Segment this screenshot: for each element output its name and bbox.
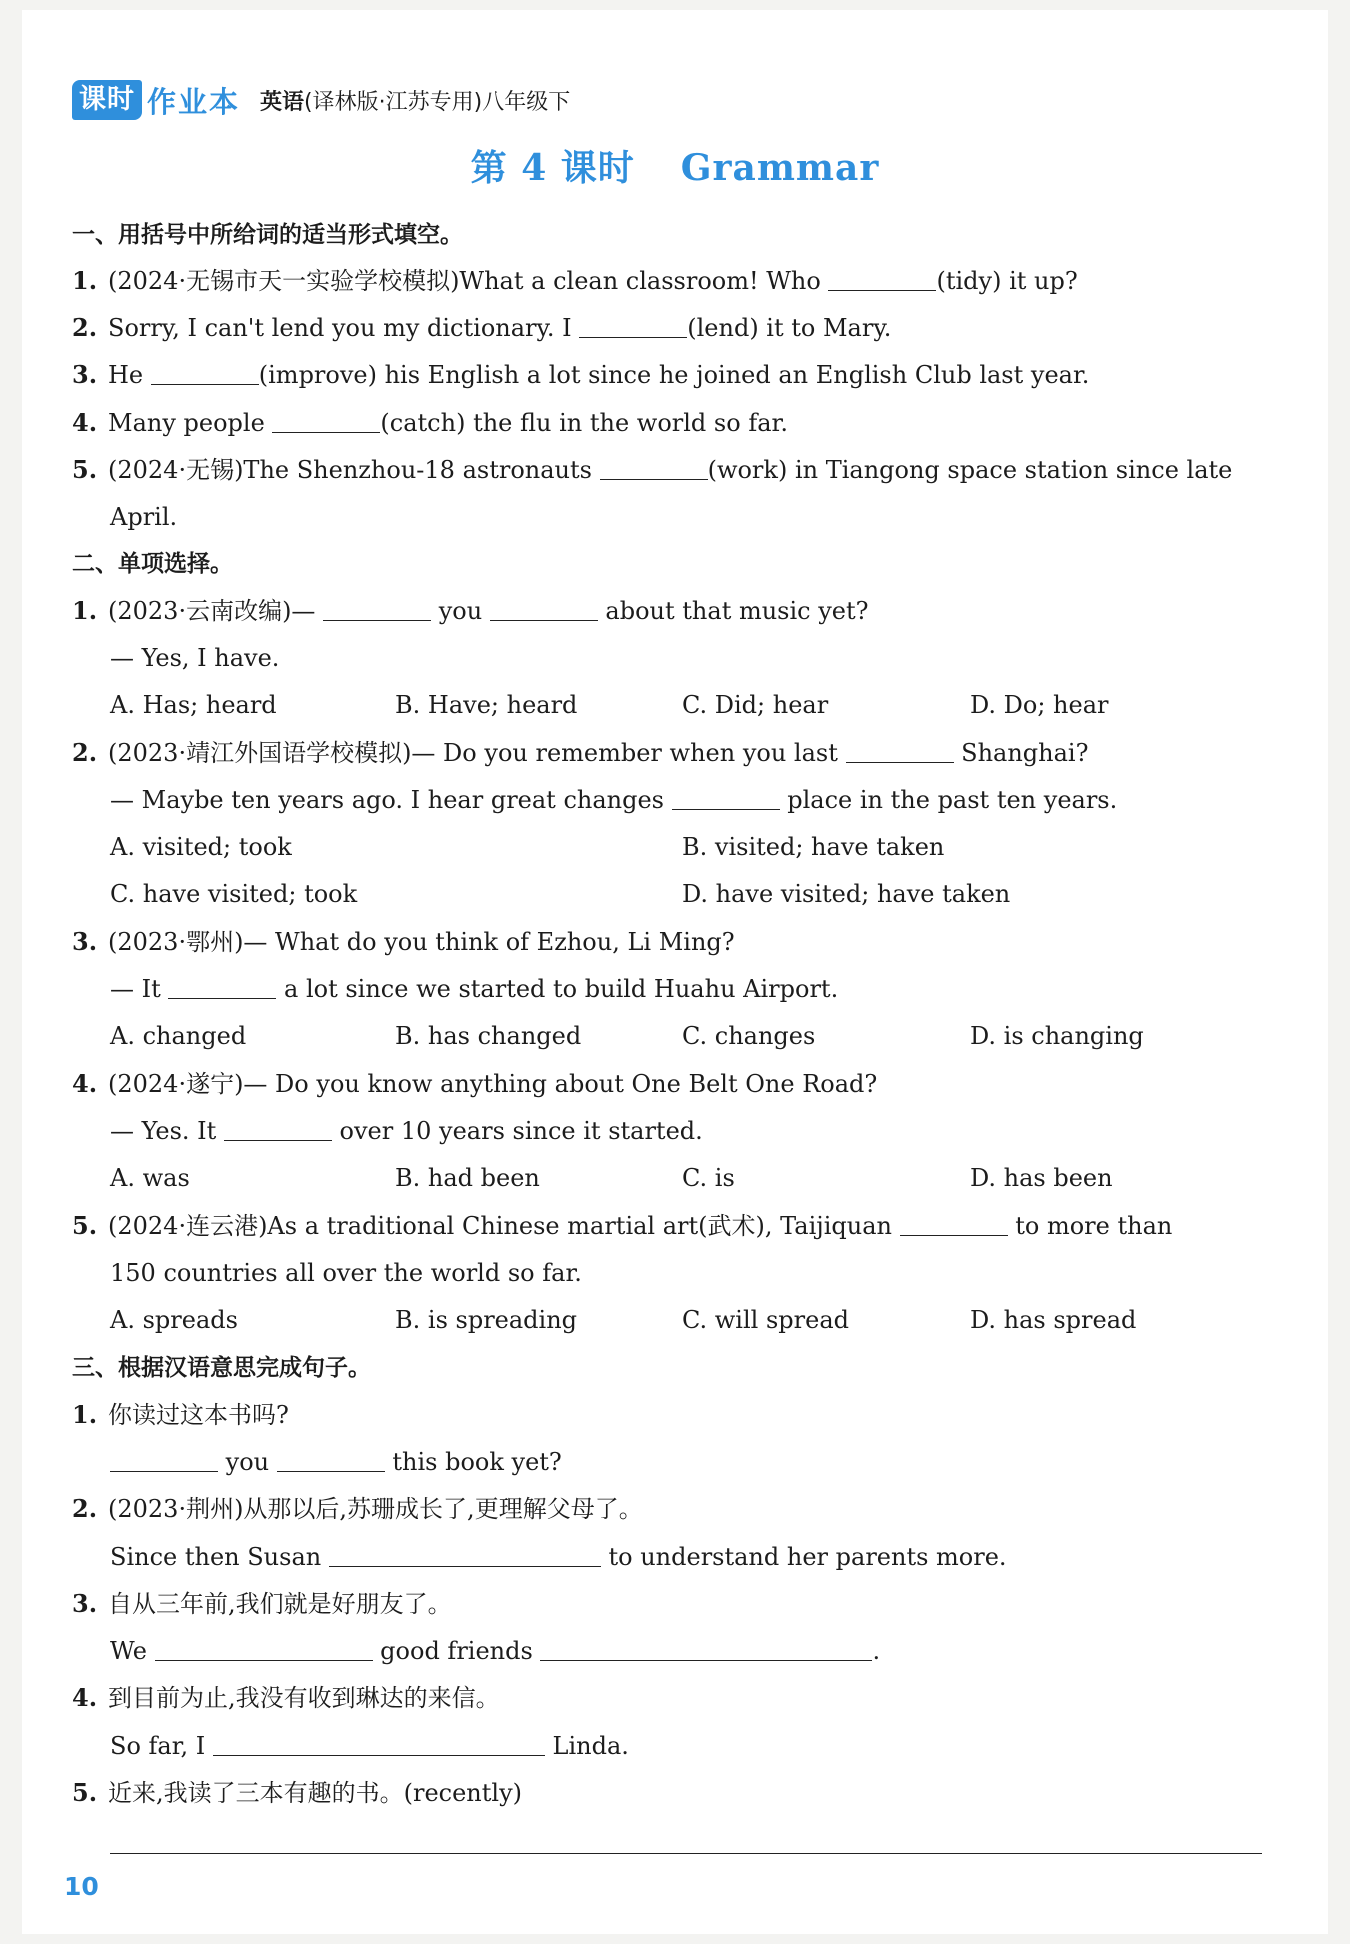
question-text: Many people	[108, 409, 273, 437]
p3-question-4	[72, 1683, 500, 1713]
option-b[interactable]: B. had been	[395, 1164, 540, 1192]
answer-blank[interactable]	[272, 410, 380, 433]
p3-question-1-answer	[110, 1447, 562, 1477]
question-text: (2024·无锡市天一实验学校模拟)What a clean classroom! Who	[108, 267, 829, 295]
answer-blank[interactable]	[110, 1449, 218, 1472]
question-text: Sorry, I can't lend you my dictionary. I	[108, 314, 580, 342]
option-b[interactable]: B. visited; have taken	[682, 833, 945, 861]
question-number: 2.	[72, 738, 98, 767]
question-number: 5.	[72, 455, 98, 484]
answer-blank[interactable]	[323, 598, 431, 621]
question-chinese: 到目前为止,我没有收到琳达的来信。	[108, 1684, 500, 1712]
question-text: (2023·靖江外国语学校模拟)— Do you remember when you last	[108, 739, 846, 767]
question-text: (tidy) it up?	[936, 267, 1078, 295]
reply-text: — Yes. It	[110, 1117, 224, 1145]
p2-question-3	[72, 927, 735, 957]
question-text: He	[108, 361, 151, 389]
option-d[interactable]: D. is changing	[970, 1022, 1144, 1050]
answer-text: .	[872, 1637, 881, 1665]
question-text: (2023·云南改编)—	[108, 597, 324, 625]
p2-question-1	[72, 596, 869, 626]
subject-name: 英语	[260, 89, 305, 115]
answer-text: Linda.	[544, 1732, 629, 1760]
option-c[interactable]: C. will spread	[682, 1306, 849, 1334]
p2-question-1-reply: — Yes, I have.	[110, 644, 280, 672]
subject-line	[260, 85, 570, 116]
question-number: 2.	[72, 313, 98, 342]
answer-text: this book yet?	[384, 1448, 562, 1476]
option-a[interactable]: A. spreads	[110, 1306, 238, 1334]
reply-text: over 10 years since it started.	[331, 1117, 703, 1145]
answer-blank[interactable]	[490, 598, 598, 621]
answer-text: you	[218, 1448, 277, 1476]
answer-blank[interactable]	[151, 362, 259, 385]
p3-question-3-answer	[110, 1636, 880, 1666]
option-c[interactable]: C. Did; hear	[682, 691, 829, 719]
option-d[interactable]: D. have visited; have taken	[682, 880, 1011, 908]
option-a[interactable]: A. was	[110, 1164, 190, 1192]
reply-text: — Maybe ten years ago. I hear great changes	[110, 786, 672, 814]
answer-text: We	[110, 1637, 155, 1665]
question-text: (2024·无锡)The Shenzhou-18 astronauts	[108, 456, 600, 484]
p1-question-5	[72, 455, 1232, 485]
p2-question-4-reply	[110, 1116, 703, 1146]
question-number: 1.	[72, 1400, 98, 1429]
p1-question-3	[72, 360, 1089, 390]
option-a[interactable]: A. visited; took	[110, 833, 292, 861]
reply-text: a lot since we started to build Huahu Airport.	[276, 975, 839, 1003]
answer-blank[interactable]	[579, 315, 687, 338]
p3-question-1	[72, 1400, 289, 1430]
question-chinese: (2023·荆州)从那以后,苏珊成长了,更理解父母了。	[108, 1495, 643, 1523]
question-text: (2024·遂宁)— Do you know anything about One Belt One Road?	[108, 1070, 878, 1098]
answer-line[interactable]	[110, 1853, 1262, 1854]
question-number: 1.	[72, 596, 98, 625]
option-a[interactable]: A. changed	[110, 1022, 247, 1050]
question-text: about that music yet?	[597, 597, 869, 625]
answer-blank[interactable]	[213, 1733, 545, 1756]
option-c[interactable]: C. have visited; took	[110, 880, 358, 908]
p2-question-2	[72, 738, 1088, 768]
brand-logo-box: 课时	[72, 80, 142, 120]
answer-blank[interactable]	[224, 1118, 332, 1141]
subject-edition: (译林版·江苏专用)八年级下	[304, 89, 571, 115]
answer-text: good friends	[372, 1637, 541, 1665]
answer-blank[interactable]	[600, 457, 708, 480]
question-chinese: 你读过这本书吗?	[108, 1401, 289, 1429]
p2-question-5	[72, 1211, 1172, 1241]
lesson-title	[0, 140, 1350, 191]
answer-blank[interactable]	[329, 1544, 601, 1567]
page-number: 10	[64, 1872, 99, 1901]
option-c[interactable]: C. is	[682, 1164, 735, 1192]
question-number: 4.	[72, 1683, 98, 1712]
answer-blank[interactable]	[277, 1449, 385, 1472]
question-text: (lend) it to Mary.	[687, 314, 892, 342]
option-b[interactable]: B. has changed	[395, 1022, 582, 1050]
p1-question-2	[72, 313, 891, 343]
answer-blank[interactable]	[672, 787, 780, 810]
page-header	[72, 76, 570, 124]
question-text: to more than	[1007, 1212, 1173, 1240]
p2-question-3-reply	[110, 974, 838, 1004]
p1-question-1	[72, 266, 1078, 296]
option-d[interactable]: D. has spread	[970, 1306, 1137, 1334]
question-number: 2.	[72, 1494, 98, 1523]
question-number: 1.	[72, 266, 98, 295]
question-number: 4.	[72, 1069, 98, 1098]
p2-question-2-reply	[110, 785, 1117, 815]
brand-logo	[72, 80, 240, 121]
p3-question-4-answer	[110, 1731, 629, 1761]
answer-blank[interactable]	[540, 1638, 872, 1661]
answer-blank[interactable]	[900, 1213, 1008, 1236]
p1-question-5-cont: April.	[110, 503, 178, 531]
option-a[interactable]: A. Has; heard	[110, 691, 277, 719]
p2-question-5-cont: 150 countries all over the world so far.	[110, 1259, 582, 1287]
reply-text: — It	[110, 975, 169, 1003]
option-d[interactable]: D. has been	[970, 1164, 1113, 1192]
p3-question-5	[72, 1778, 522, 1808]
section-heading-3: 三、根据汉语意思完成句子。	[72, 1355, 371, 1381]
question-number: 3.	[72, 1589, 98, 1618]
answer-text: Since then Susan	[110, 1543, 329, 1571]
question-number: 5.	[72, 1778, 98, 1807]
answer-blank[interactable]	[168, 976, 276, 999]
p2-question-4	[72, 1069, 877, 1099]
p3-question-3	[72, 1589, 452, 1619]
answer-blank[interactable]	[846, 740, 954, 763]
option-b[interactable]: B. is spreading	[395, 1306, 578, 1334]
section-heading-2: 二、单项选择。	[72, 551, 233, 577]
question-number: 3.	[72, 927, 98, 956]
reply-text: place in the past ten years.	[779, 786, 1118, 814]
question-text: (2023·鄂州)— What do you think of Ezhou, Li Ming?	[108, 928, 735, 956]
p1-question-4	[72, 408, 788, 438]
question-text: Shanghai?	[953, 739, 1089, 767]
option-b[interactable]: B. Have; heard	[395, 691, 578, 719]
question-text: you	[431, 597, 490, 625]
question-chinese: 自从三年前,我们就是好朋友了。	[108, 1590, 452, 1618]
answer-text: So far, I	[110, 1732, 213, 1760]
answer-blank[interactable]	[155, 1638, 373, 1661]
answer-text: to understand her parents more.	[600, 1543, 1007, 1571]
question-number: 3.	[72, 360, 98, 389]
option-d[interactable]: D. Do; hear	[970, 691, 1109, 719]
p3-question-2	[72, 1494, 643, 1524]
brand-logo-text: 作业本	[147, 84, 241, 119]
section-heading-1: 一、用括号中所给词的适当形式填空。	[72, 222, 463, 248]
question-number: 5.	[72, 1211, 98, 1240]
question-text: (catch) the flu in the world so far.	[380, 409, 788, 437]
question-number: 4.	[72, 408, 98, 437]
question-text: (improve) his English a lot since he joined an English Club last year.	[258, 361, 1090, 389]
answer-blank[interactable]	[828, 268, 936, 291]
question-text: (work) in Tiangong space station since late	[707, 456, 1233, 484]
lesson-topic: Grammar	[680, 147, 880, 189]
lesson-number: 第 4 课时	[470, 147, 635, 189]
question-text: (2024·连云港)As a traditional Chinese martial art(武术), Taijiquan	[108, 1212, 900, 1240]
p3-question-2-answer	[110, 1542, 1007, 1572]
option-c[interactable]: C. changes	[682, 1022, 816, 1050]
question-chinese: 近来,我读了三本有趣的书。(recently)	[108, 1779, 523, 1807]
